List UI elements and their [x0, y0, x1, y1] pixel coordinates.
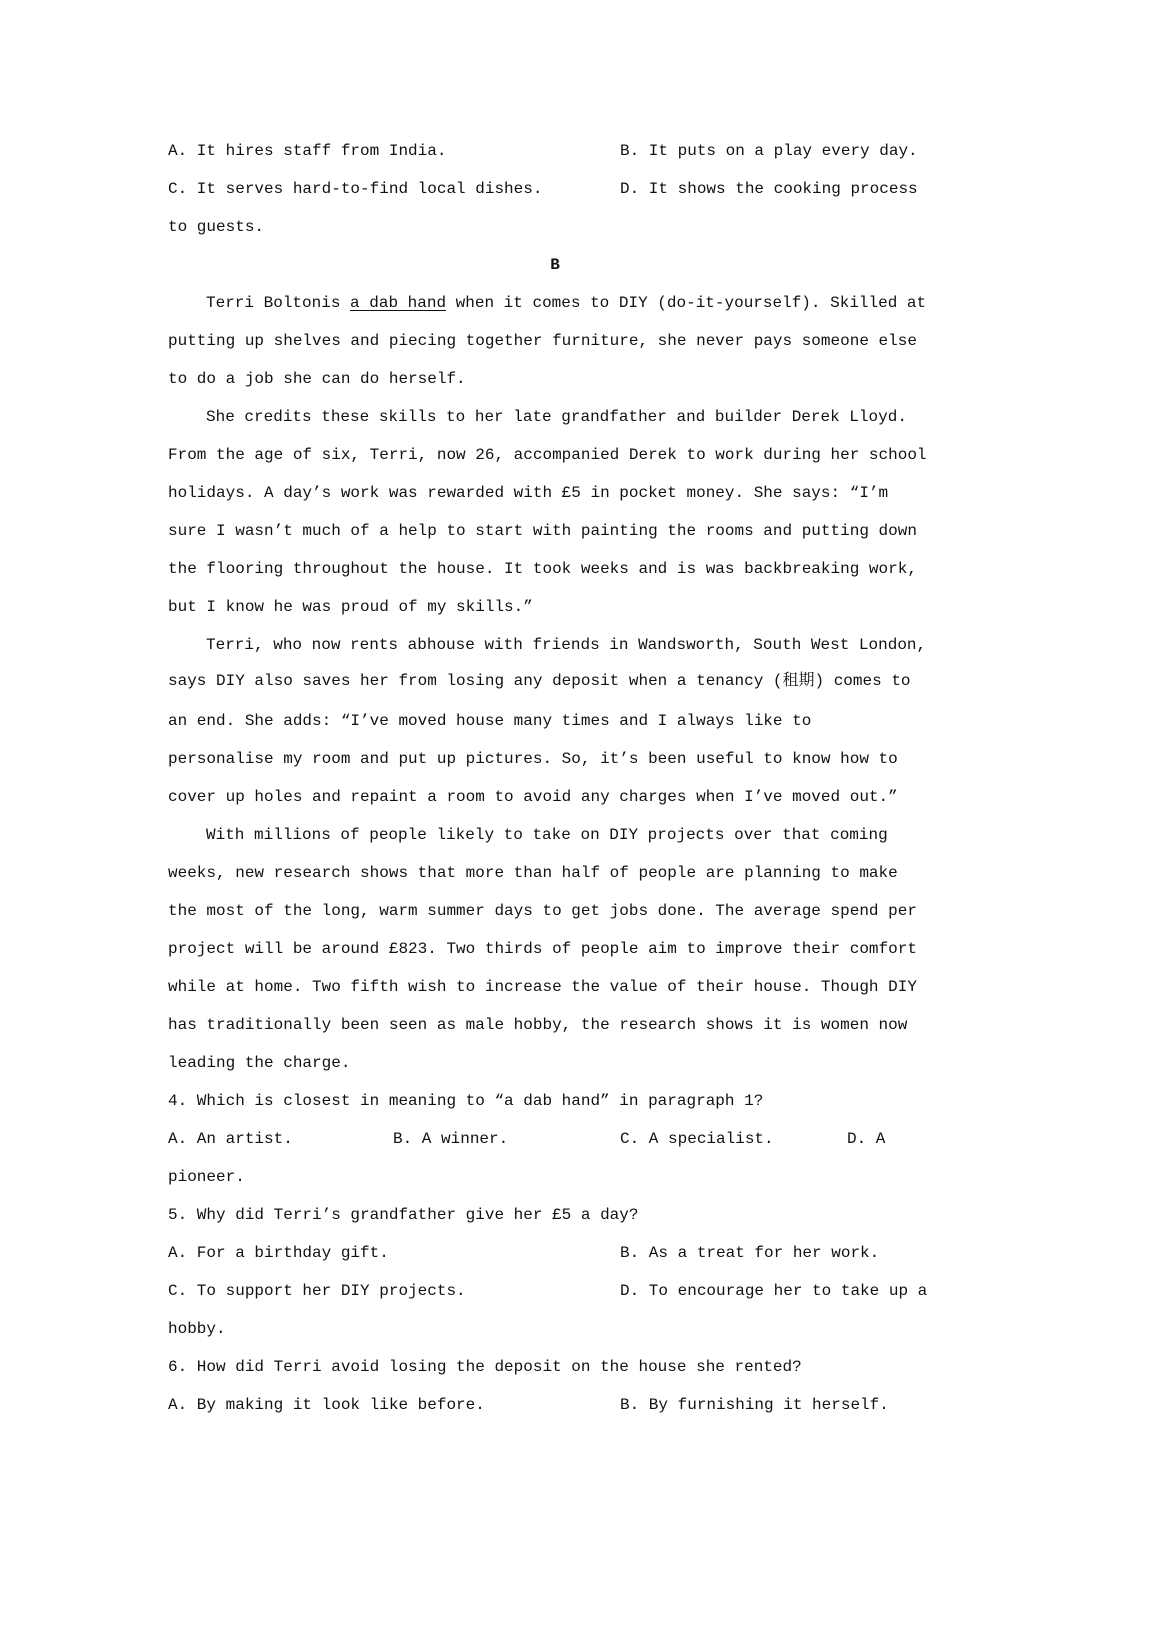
paragraph-4-line: has traditionally been seen as male hobby, the research shows it is women now [168, 1016, 908, 1034]
paragraph-4-line: while at home. Two fifth wish to increase the value of their house. Though DIY [168, 978, 917, 996]
option-d-continued: to guests. [168, 218, 265, 236]
paragraph-1-line: putting up shelves and piecing together furniture, she never pays someone else [168, 332, 917, 350]
question-5-option-d-continued: hobby. [168, 1320, 226, 1338]
section-title: B [550, 256, 560, 274]
paragraph-2-line: From the age of six, Terri, now 26, accompanied Derek to work during her school [168, 446, 927, 464]
paragraph-3-line: Terri, who now rents abhouse with friends in Wandsworth, South West London, [206, 636, 927, 654]
paragraph-3-line: personalise my room and put up pictures. So, it’s been useful to know how to [168, 750, 898, 768]
question-5-option-a: A. For a birthday gift. [168, 1244, 389, 1262]
paragraph-4-line: weeks, new research shows that more than half of people are planning to make [168, 864, 898, 882]
option-a: A. It hires staff from India. [168, 142, 447, 160]
paragraph-3-line: says DIY also saves her from losing any deposit when a tenancy (租期) comes to [168, 672, 911, 690]
paragraph-2-line: holidays. A day’s work was rewarded with £5 in pocket money. She says: “I’m [168, 484, 889, 502]
question-4-option-d: D. A [847, 1130, 886, 1148]
text: Terri Boltonis [206, 294, 351, 312]
paragraph-1-line [206, 293, 926, 313]
question-4-option-b: B. A winner. [393, 1130, 509, 1148]
option-d: D. It shows the cooking process [620, 180, 918, 198]
question-5-option-c: C. To support her DIY projects. [168, 1282, 466, 1300]
paragraph-3-line: an end. She adds: “I’ve moved house many times and I always like to [168, 712, 812, 730]
question-4-stem: 4. Which is closest in meaning to “a dab hand” in paragraph 1? [168, 1092, 764, 1110]
paragraph-2-line: the flooring throughout the house. It took weeks and is was backbreaking work, [168, 560, 917, 578]
text: when it comes to DIY (do-it-yourself). Skilled at [446, 294, 927, 312]
question-5-option-b: B. As a treat for her work. [620, 1244, 880, 1262]
question-6-stem: 6. How did Terri avoid losing the deposit on the house she rented? [168, 1358, 802, 1376]
paragraph-2-line: She credits these skills to her late grandfather and builder Derek Lloyd. [206, 408, 907, 426]
paragraph-2-line: sure I wasn’t much of a help to start with painting the rooms and putting down [168, 522, 917, 540]
paragraph-2-line: but I know he was proud of my skills.” [168, 598, 533, 616]
option-c: C. It serves hard-to-find local dishes. [168, 180, 543, 198]
question-5-option-d: D. To encourage her to take up a [620, 1282, 928, 1300]
underlined-phrase: a dab hand [350, 294, 447, 312]
paragraph-4-line: With millions of people likely to take on DIY projects over that coming [206, 826, 888, 844]
paragraph-4-line: project will be around £823. Two thirds of people aim to improve their comfort [168, 940, 917, 958]
paragraph-4-line: the most of the long, warm summer days to get jobs done. The average spend per [168, 902, 917, 920]
question-4-option-a: A. An artist. [168, 1130, 293, 1148]
question-4-option-c: C. A specialist. [620, 1130, 774, 1148]
paragraph-3-line: cover up holes and repaint a room to avoid any charges when I’ve moved out.” [168, 788, 898, 806]
question-6-option-a: A. By making it look like before. [168, 1396, 485, 1414]
paragraph-4-line: leading the charge. [168, 1054, 351, 1072]
paragraph-1-line: to do a job she can do herself. [168, 370, 466, 388]
question-6-option-b: B. By furnishing it herself. [620, 1396, 889, 1414]
option-b: B. It puts on a play every day. [620, 142, 918, 160]
question-5-stem: 5. Why did Terri’s grandfather give her £5 a day? [168, 1206, 639, 1224]
question-4-option-d-continued: pioneer. [168, 1168, 245, 1186]
